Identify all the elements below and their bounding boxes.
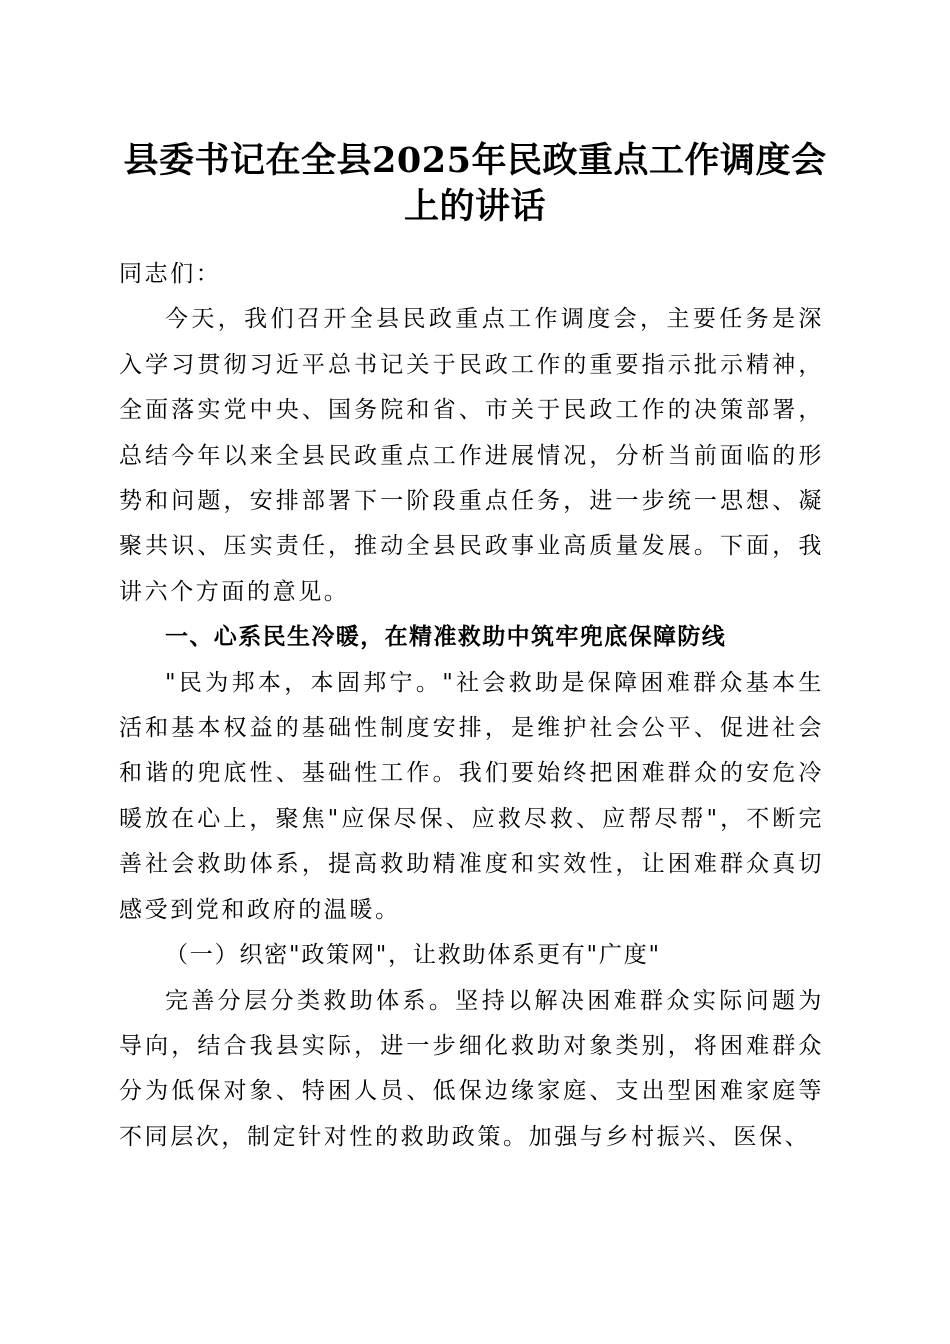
subsection-1-paragraph: 完善分层分类救助体系。坚持以解决困难群众实际问题为导向，结合我县实际，进一步细化救助对象类别，将困难群众分为低保对象、特困人员、低保边缘家庭、支出型困难家庭等不同层次，制定针对性的救助政策。加强与乡村振兴、医保、 [119,987,824,1150]
section-1-paragraph: "民为邦本，本固邦宁。"社会救助是保障困难群众基本生活和基本权益的基础性制度安排，是维护社会公平、促进社会和谐的兜底性、基础性工作。我们要始终把困难群众的安危冷暖放在心上，聚焦"应保尽保、应救尽救、应帮尽帮"，不断完善社会救助体系，提高救助精准度和实效性，让困难群众真切感受到党和政府的温暖。 [119,669,824,923]
salutation: 同志们： [119,261,222,287]
intro-paragraph: 今天，我们召开全县民政重点工作调度会，主要任务是深入学习贯彻习近平总书记关于民政工作的重要指示批示精神，全面落实党中央、国务院和省、市关于民政工作的决策部署，总结今年以来全县民政重点工作进展情况，分析当前面临的形势和问题，安排部署下一阶段重点任务，进一步统一思想、凝聚共识、压实责任，推动全县民政事业高质量发展。下面，我讲六个方面的意见。 [119,306,824,605]
document-body [119,252,824,1160]
section-1-heading: 一、心系民生冷暖，在精准救助中筑牢兜底保障防线 [165,624,727,651]
subsection-1-heading: （一）织密"政策网"，让救助体系更有"广度" [165,942,661,969]
document-title [110,138,840,230]
title-line-2: 上的讲话 [403,186,546,227]
title-line-1: 县委书记在全县2025年民政重点工作调度会 [123,140,827,181]
